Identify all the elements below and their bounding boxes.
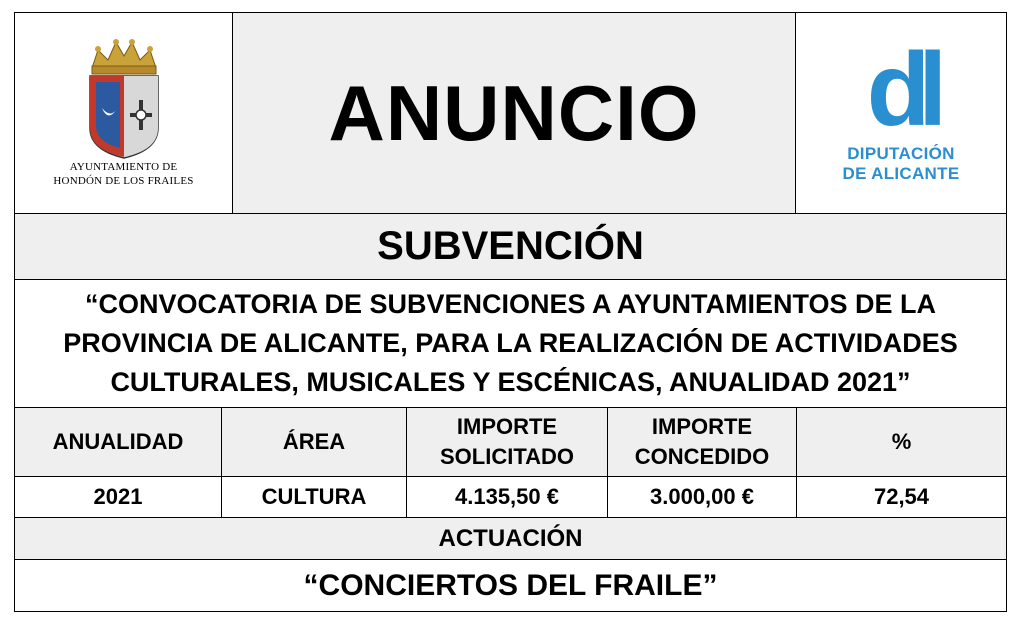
value-area: CULTURA: [261, 484, 367, 509]
actuacion-label-row: [15, 518, 1006, 560]
convocatoria-line2: PROVINCIA DE ALICANTE, PARA LA REALIZACIÓN DE ACTIVIDADES: [63, 328, 958, 358]
value-importe-concedido: 3.000,00 €: [650, 484, 754, 509]
table-header-row: [15, 408, 1006, 477]
header-importe-concedido-line2: CONCEDIDO: [634, 444, 770, 469]
announcement-sheet: [14, 12, 1007, 612]
convocatoria-line3: CULTURALES, MUSICALES Y ESCÉNICAS, ANUALIDAD 2021”: [110, 367, 911, 397]
coat-of-arms-icon: [84, 38, 164, 160]
ayuntamiento-logo: [15, 13, 232, 213]
header-importe-solicitado: [406, 408, 607, 476]
actuacion-name: “CONCIERTOS DEL FRAILE”: [303, 569, 718, 602]
diputacion-line1: DIPUTACIÓN: [847, 144, 955, 163]
header-importe-solicitado-line1: IMPORTE: [456, 414, 558, 439]
title-cell: [232, 13, 795, 213]
section-title-cell: [15, 214, 1006, 279]
convocatoria-text: [15, 280, 1006, 407]
header-importe-solicitado-line2: SOLICITADO: [439, 444, 575, 469]
header-anualidad: [15, 408, 221, 476]
header-percent: [796, 408, 1006, 476]
ayuntamiento-caption-line1: AYUNTAMIENTO DE: [69, 161, 178, 173]
actuacion-name-row: [15, 560, 1006, 612]
header-area: [221, 408, 406, 476]
ayuntamiento-caption-line2: HONDÓN DE LOS FRAILES: [53, 175, 194, 187]
page-title: ANUNCIO: [328, 68, 700, 157]
actuacion-label-cell: [15, 518, 1006, 559]
cell-importe-solicitado: [406, 477, 607, 517]
value-anualidad: 2021: [93, 484, 143, 509]
header-percent-label: %: [891, 429, 912, 454]
section-title-row: [15, 214, 1006, 280]
diputacion-logo: [795, 13, 1006, 213]
diputacion-line2: DE ALICANTE: [842, 164, 960, 183]
cell-importe-concedido: [607, 477, 796, 517]
header-anualidad-label: ANUALIDAD: [52, 429, 184, 454]
diputacion-mark-icon: dl: [866, 32, 936, 148]
header-area-label: ÁREA: [282, 429, 346, 454]
section-title: SUBVENCIÓN: [377, 224, 644, 268]
cell-anualidad: [15, 477, 221, 517]
convocatoria-line1: “CONVOCATORIA DE SUBVENCIONES A AYUNTAMIENTOS DE LA: [84, 289, 937, 319]
cell-area: [221, 477, 406, 517]
table-row: [15, 477, 1006, 518]
convocatoria-row: [15, 280, 1006, 408]
header-importe-concedido: [607, 408, 796, 476]
value-importe-solicitado: 4.135,50 €: [455, 484, 559, 509]
header-importe-concedido-line1: IMPORTE: [651, 414, 753, 439]
header-row: [15, 13, 1006, 214]
actuacion-name-cell: [15, 560, 1006, 612]
cell-percent: [796, 477, 1006, 517]
actuacion-label: ACTUACIÓN: [438, 524, 583, 552]
value-percent: 72,54: [873, 484, 930, 509]
